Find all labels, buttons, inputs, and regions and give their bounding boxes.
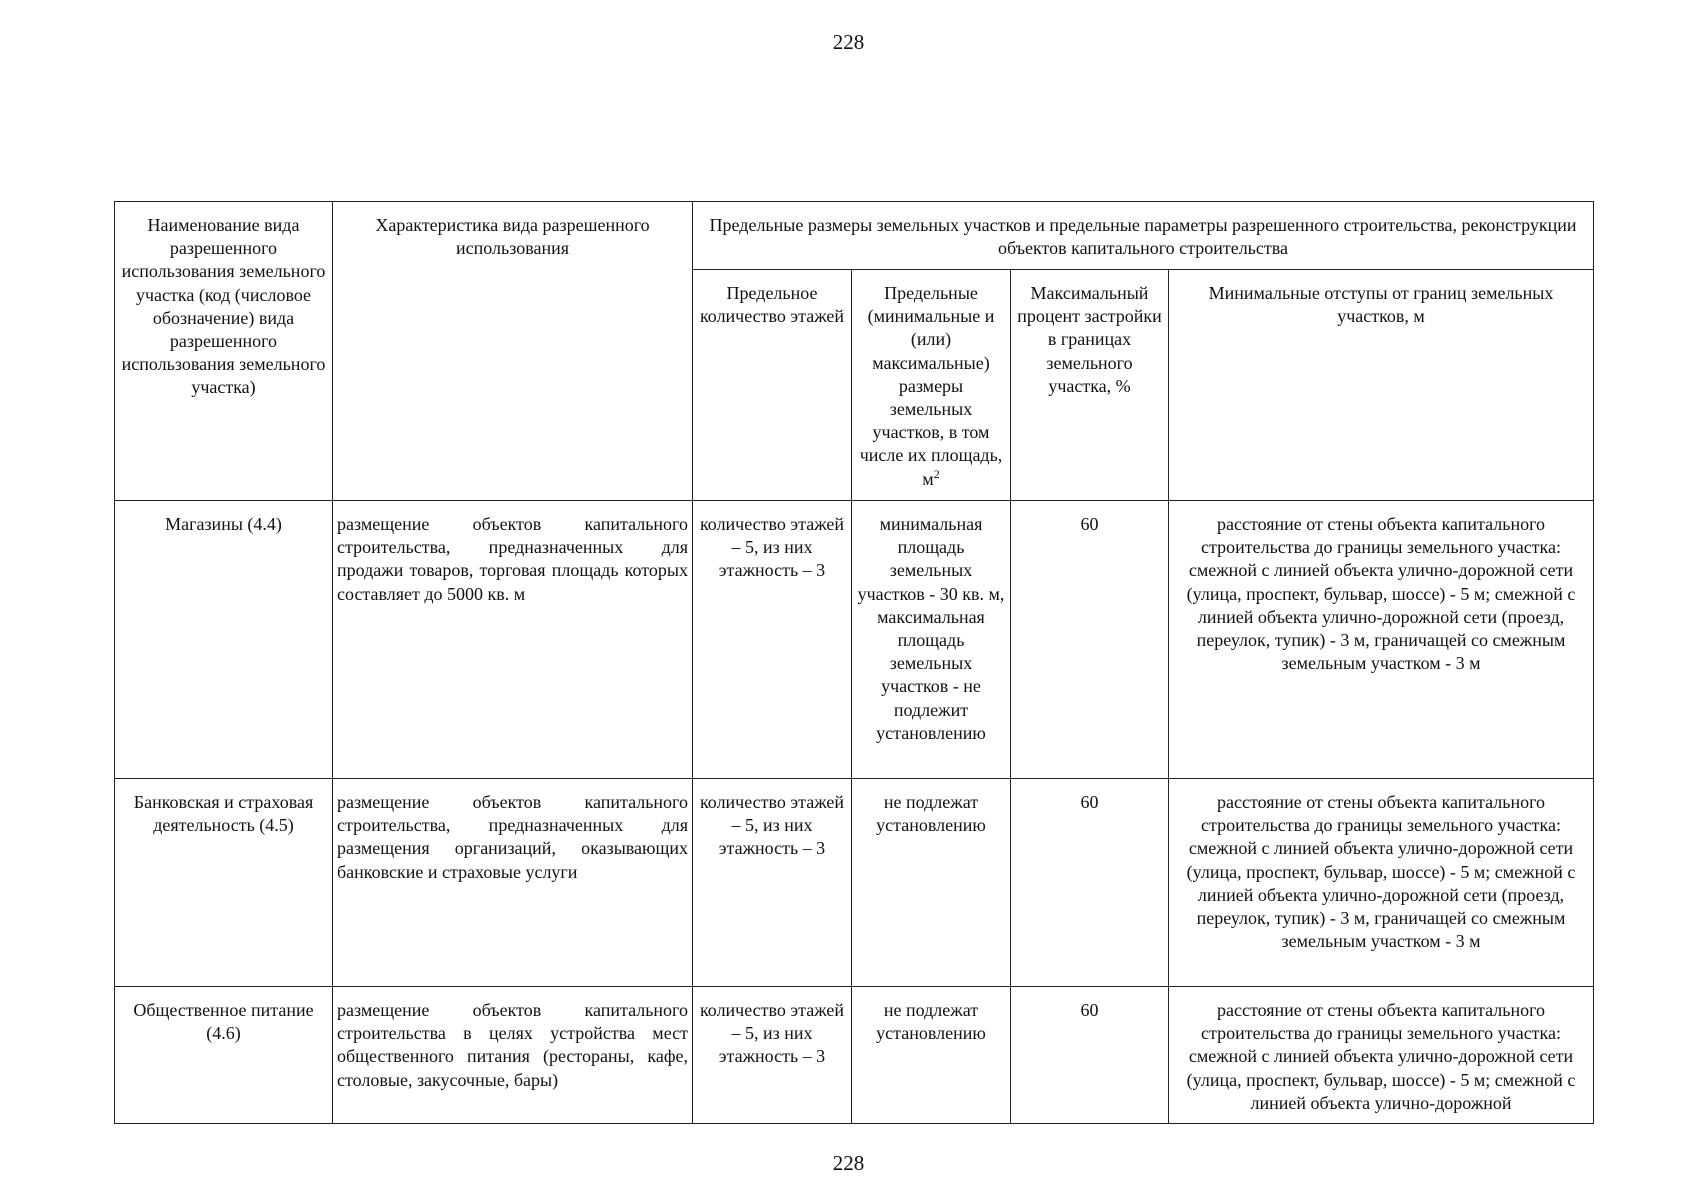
- cell-max-percent: 60: [1011, 779, 1169, 987]
- cell-characteristic: размещение объектов капитального строительства, предназначенных для продажи товаров, торговая площадь которых составляет до 5000 кв. м: [333, 501, 693, 779]
- table-row: [115, 501, 1594, 779]
- cell-name: Общественное питание (4.6): [115, 987, 333, 1124]
- header-plot-sizes-sup: 2: [933, 466, 940, 481]
- cell-plot-sizes: минимальная площадь земельных участков - 30 кв. м, максимальная площадь земельных участков - не подлежит установлению: [852, 501, 1011, 779]
- header-floors: Предельное количество этажей: [693, 270, 852, 501]
- cell-setbacks: расстояние от стены объекта капитального строительства до границы земельного участка: смежной с линией объекта улично-дорожной сети (улица, проспект, бульвар, шоссе) - 5 м; смежной с линией объекта улично-дорожной сети (проезд, переулок, тупик) - 3 м, граничащей со смежным земельным участком - 3 м: [1169, 779, 1594, 987]
- cell-characteristic: размещение объектов капитального строительства, предназначенных для размещения организаций, оказывающих банковские и страховые услуги: [333, 779, 693, 987]
- header-characteristic: Характеристика вида разрешенного использования: [333, 202, 693, 501]
- header-limits-group: Предельные размеры земельных участков и предельные параметры разрешенного строительства, реконструкции объектов капитального строительства: [693, 202, 1594, 270]
- cell-floors: количество этажей – 5, из них этажность – 3: [693, 987, 852, 1124]
- cell-name: Магазины (4.4): [115, 501, 333, 779]
- cell-floors: количество этажей – 5, из них этажность – 3: [693, 501, 852, 779]
- cell-max-percent: 60: [1011, 987, 1169, 1124]
- header-setbacks: Минимальные отступы от границ земельных участков, м: [1169, 270, 1594, 501]
- page-number-bottom: 228: [832, 1151, 865, 1175]
- cell-setbacks: расстояние от стены объекта капитального строительства до границы земельного участка: смежной с линией объекта улично-дорожной сети (улица, проспект, бульвар, шоссе) - 5 м; смежной с линией объекта улично-дорожной: [1169, 987, 1594, 1124]
- header-name: Наименование вида разрешенного использования земельного участка (код (числовое обозначение) вида разрешенного использования земельного участка): [115, 202, 333, 501]
- cell-setbacks: расстояние от стены объекта капитального строительства до границы земельного участка: смежной с линией объекта улично-дорожной сети (улица, проспект, бульвар, шоссе) - 5 м; смежной с линией объекта улично-дорожной сети (проезд, переулок, тупик) - 3 м, граничащей со смежным земельным участком - 3 м: [1169, 501, 1594, 779]
- header-max-percent: Максимальный процент застройки в границах земельного участка, %: [1011, 270, 1169, 501]
- table-row: [115, 779, 1594, 987]
- cell-name: Банковская и страховая деятельность (4.5): [115, 779, 333, 987]
- table-header-row: [115, 202, 1594, 270]
- cell-max-percent: 60: [1011, 501, 1169, 779]
- cell-plot-sizes: не подлежат установлению: [852, 779, 1011, 987]
- table-row: [115, 987, 1594, 1124]
- page-number-top: 228: [832, 30, 865, 54]
- regulations-table: [114, 201, 1594, 1124]
- header-plot-sizes-text: Предельные (минимальные и (или) максимальные) размеры земельных участков, в том числе их площадь, м: [859, 283, 1003, 489]
- cell-floors: количество этажей – 5, из них этажность – 3: [693, 779, 852, 987]
- header-plot-sizes: [852, 270, 1011, 501]
- cell-characteristic: размещение объектов капитального строительства в целях устройства мест общественного питания (рестораны, кафе, столовые, закусочные, бары): [333, 987, 693, 1124]
- cell-plot-sizes: не подлежат установлению: [852, 987, 1011, 1124]
